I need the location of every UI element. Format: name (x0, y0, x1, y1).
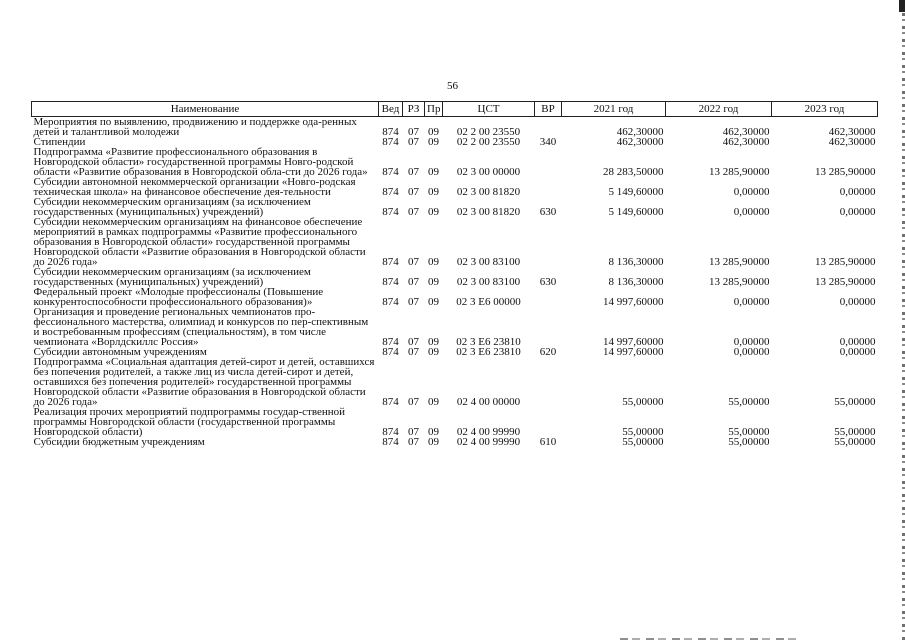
cell-2021: 5 149,60000 (608, 206, 664, 218)
cell-ved: 874 (382, 276, 399, 288)
cell-2023: 13 285,90000 (815, 166, 876, 178)
cell-vr (535, 117, 562, 138)
cell-2021: 28 283,50000 (603, 166, 664, 178)
table-row (32, 267, 878, 287)
cell-name: Федеральный проект «Молодые профессионалы (Повышение конкурентоспособности профессионального образования)» (33, 286, 324, 308)
cell-ved: 874 (382, 256, 399, 268)
header-cst: ЦСТ (443, 102, 535, 117)
cell-name: Субсидии некоммерческим организациям (за исключением государственных (муниципальных) учреждений) (33, 196, 311, 218)
cell-rz: 07 (408, 136, 419, 148)
cell-pr: 09 (428, 436, 439, 448)
cell-ved: 874 (382, 136, 399, 148)
header-name: Наименование (32, 102, 379, 117)
cell-2021: 8 136,30000 (608, 276, 664, 288)
cell-2023: 0,00000 (839, 336, 876, 348)
cell-ved: 874 (382, 206, 399, 218)
cell-ved: 874 (382, 346, 399, 358)
cell-cst: 02 3 Е6 00000 (456, 296, 521, 308)
cell-2022: 0,00000 (733, 206, 770, 218)
cell-ved: 874 (382, 336, 399, 348)
cell-vr (535, 217, 562, 267)
cell-cst: 02 2 00 23550 (456, 136, 521, 148)
cell-2021: 14 997,60000 (603, 296, 664, 308)
cell-ved: 874 (382, 166, 399, 178)
cell-2023: 462,30000 (828, 136, 876, 148)
table-body (32, 117, 878, 448)
cell-cst: 02 3 00 83100 (456, 256, 521, 268)
cell-vr (535, 307, 562, 347)
cell-name: Мероприятия по выявлению, продвижению и поддержке ода-ренных детей и талантливой молодежи (33, 116, 357, 138)
table-row (32, 307, 878, 347)
cell-rz: 07 (408, 436, 419, 448)
cell-vr: 340 (539, 136, 557, 148)
cell-name: Субсидии бюджетным учреждениям (33, 436, 205, 448)
table-row (32, 287, 878, 307)
cell-2022: 13 285,90000 (709, 166, 770, 178)
cell-2021: 462,30000 (616, 136, 664, 148)
cell-2023: 13 285,90000 (815, 276, 876, 288)
cell-pr: 09 (428, 296, 439, 308)
header-2022: 2022 год (666, 102, 772, 117)
cell-rz: 07 (408, 276, 419, 288)
cell-vr (535, 147, 562, 177)
table-row (32, 437, 878, 447)
cell-vr (535, 357, 562, 407)
cell-name: Субсидии автономной некоммерческой организации «Новго-родская техническая школа» на финансовое обеспечение дея-тельности (33, 176, 356, 198)
header-vr: ВР (535, 102, 562, 117)
cell-pr: 09 (428, 276, 439, 288)
cell-rz: 07 (408, 126, 419, 138)
cell-2021: 14 997,60000 (603, 336, 664, 348)
cell-2023: 13 285,90000 (815, 256, 876, 268)
cell-cst: 02 4 00 99990 (456, 426, 521, 438)
cell-pr: 09 (428, 136, 439, 148)
cell-ved: 874 (382, 296, 399, 308)
cell-pr: 09 (428, 426, 439, 438)
table-row (32, 147, 878, 177)
cell-name: Субсидии некоммерческим организациям на финансовое обеспечение мероприятий в рамках подпрограммы «Развитие профессионального образования в Новгородской области» государственной программы Новгородской области «Развитие образования в Новгородской области до 2026 года» (33, 216, 366, 268)
cell-rz: 07 (408, 186, 419, 198)
cell-rz: 07 (408, 296, 419, 308)
cell-2021: 55,00000 (622, 436, 664, 448)
cell-cst: 02 3 Е6 23810 (456, 336, 521, 348)
cell-vr: 610 (539, 436, 557, 448)
cell-rz: 07 (408, 166, 419, 178)
cell-2023: 55,00000 (834, 426, 876, 438)
cell-2022: 55,00000 (728, 396, 770, 408)
cell-cst: 02 2 00 23550 (456, 126, 521, 138)
cell-2021: 55,00000 (622, 396, 664, 408)
cell-rz: 07 (408, 206, 419, 218)
header-2023: 2023 год (772, 102, 878, 117)
cell-name: Организация и проведение региональных чемпионатов про-фессионального мастерства, олимпиад и конкурсов по пер-спективным и востребованным профессиям (специальностям), в том числе чемпионата «Ворлдскиллс Россия» (33, 306, 369, 348)
cell-vr: 630 (539, 276, 557, 288)
cell-2022: 462,30000 (722, 136, 770, 148)
cell-pr: 09 (428, 126, 439, 138)
table-row (32, 197, 878, 217)
cell-name: Подпрограмма «Социальная адаптация детей-сирот и детей, оставшихся без попечения родителей, а также лиц из числа детей-сирот и детей, оставшихся без попечения родителей» государственной программы Новгородской области «Развитие образования в Новгородской области до 2026 года» (33, 356, 375, 408)
cell-ved: 874 (382, 186, 399, 198)
cell-ved: 874 (382, 426, 399, 438)
cell-vr (535, 177, 562, 197)
cell-2023: 55,00000 (834, 396, 876, 408)
scan-edge-corner (899, 0, 905, 12)
cell-2022: 0,00000 (733, 186, 770, 198)
cell-pr: 09 (428, 336, 439, 348)
header-pr: Пр (425, 102, 443, 117)
cell-cst: 02 3 Е6 23810 (456, 346, 521, 358)
header-ved: Вед (379, 102, 403, 117)
cell-rz: 07 (408, 396, 419, 408)
cell-2021: 462,30000 (616, 126, 664, 138)
cell-pr: 09 (428, 346, 439, 358)
cell-2022: 55,00000 (728, 426, 770, 438)
cell-2023: 462,30000 (828, 126, 876, 138)
cell-pr: 09 (428, 256, 439, 268)
cell-2023: 0,00000 (839, 296, 876, 308)
cell-name: Реализация прочих мероприятий подпрограммы государ-ственной программы Новгородской области (государственной программы Новгородской области) (33, 406, 346, 438)
cell-vr: 630 (539, 206, 557, 218)
cell-2022: 0,00000 (733, 296, 770, 308)
cell-cst: 02 4 00 00000 (456, 396, 521, 408)
table-row (32, 217, 878, 267)
page-number: 56 (447, 80, 458, 92)
cell-2021: 55,00000 (622, 426, 664, 438)
cell-2021: 5 149,60000 (608, 186, 664, 198)
cell-2022: 462,30000 (722, 126, 770, 138)
table-row (32, 357, 878, 407)
cell-cst: 02 3 00 00000 (456, 166, 521, 178)
cell-2023: 0,00000 (839, 346, 876, 358)
table-row (32, 407, 878, 437)
cell-rz: 07 (408, 346, 419, 358)
cell-pr: 09 (428, 166, 439, 178)
cell-vr (535, 407, 562, 437)
header-rz: РЗ (403, 102, 425, 117)
cell-2022: 13 285,90000 (709, 276, 770, 288)
cell-cst: 02 3 00 81820 (456, 186, 521, 198)
cell-vr (535, 287, 562, 307)
cell-2022: 13 285,90000 (709, 256, 770, 268)
cell-ved: 874 (382, 396, 399, 408)
table-row (32, 177, 878, 197)
cell-2022: 0,00000 (733, 346, 770, 358)
header-2021: 2021 год (562, 102, 666, 117)
cell-2023: 55,00000 (834, 436, 876, 448)
cell-2023: 0,00000 (839, 186, 876, 198)
cell-vr: 620 (539, 346, 557, 358)
cell-2023: 0,00000 (839, 206, 876, 218)
cell-pr: 09 (428, 186, 439, 198)
cell-name: Стипендии (33, 136, 86, 148)
table-row (32, 117, 878, 138)
cell-2021: 8 136,30000 (608, 256, 664, 268)
cell-name: Субсидии автономным учреждениям (33, 346, 207, 358)
cell-2021: 14 997,60000 (603, 346, 664, 358)
cell-name: Подпрограмма «Развитие профессионального образования в Новгородской области» государственной программы Новго-родской области «Развитие образования в Новгородской обла-сти до 2026 года» (33, 146, 368, 178)
cell-rz: 07 (408, 426, 419, 438)
table-header-row (32, 102, 878, 117)
cell-pr: 09 (428, 206, 439, 218)
cell-rz: 07 (408, 256, 419, 268)
cell-2022: 55,00000 (728, 436, 770, 448)
cell-cst: 02 4 00 99990 (456, 436, 521, 448)
cell-2022: 0,00000 (733, 336, 770, 348)
cell-name: Субсидии некоммерческим организациям (за исключением государственных (муниципальных) учреждений) (33, 266, 311, 288)
cell-cst: 02 3 00 81820 (456, 206, 521, 218)
cell-ved: 874 (382, 436, 399, 448)
budget-table (31, 101, 878, 447)
cell-ved: 874 (382, 126, 399, 138)
cell-pr: 09 (428, 396, 439, 408)
cell-cst: 02 3 00 83100 (456, 276, 521, 288)
cell-rz: 07 (408, 336, 419, 348)
